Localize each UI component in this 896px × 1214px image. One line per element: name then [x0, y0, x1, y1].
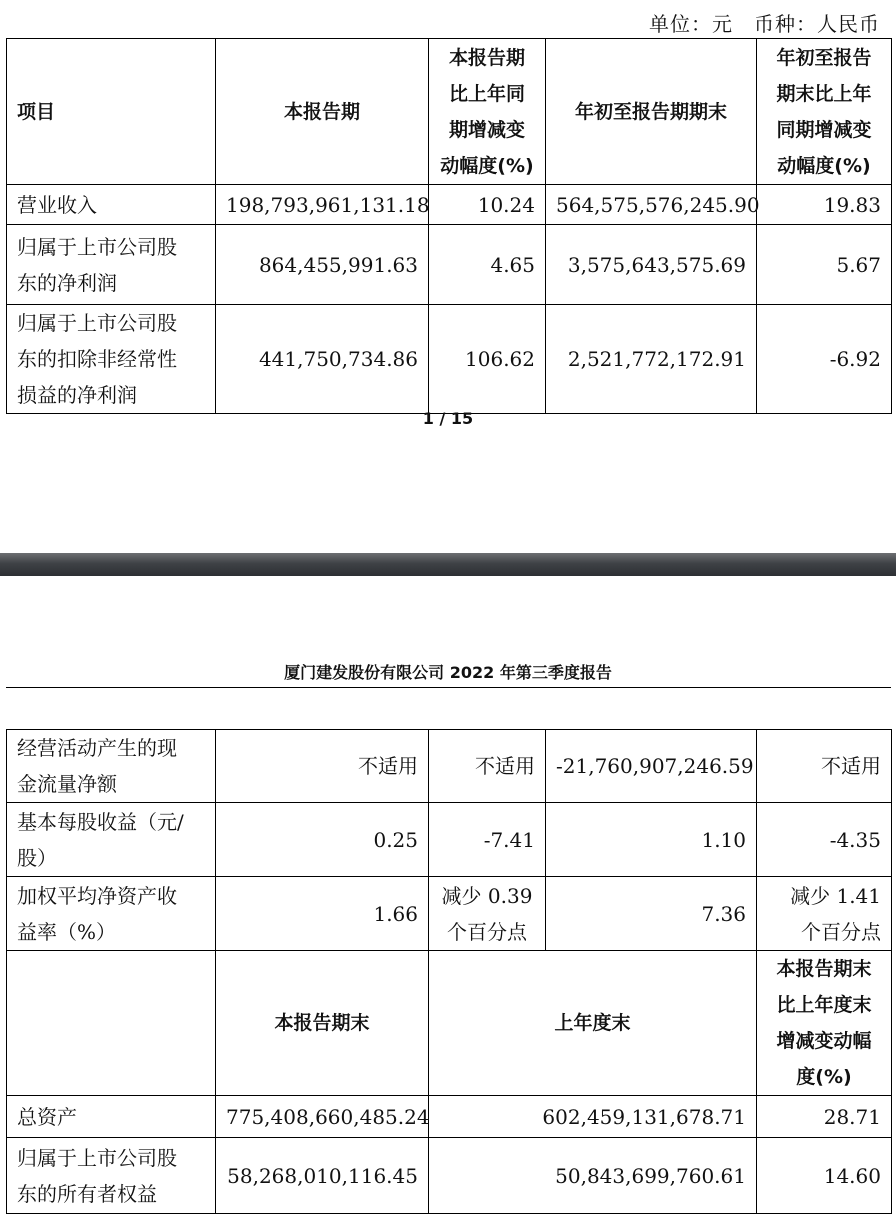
- header-rule: [6, 687, 891, 688]
- ytd-value: 7.36: [546, 877, 757, 951]
- table-row: [7, 730, 892, 803]
- table2-subheader-row: [7, 951, 892, 1096]
- header-item: 项目: [7, 39, 216, 185]
- table-row: [7, 225, 892, 305]
- current-change-value: 10.24: [429, 185, 546, 225]
- header-current: 本报告期: [216, 39, 429, 185]
- change-value: 14.60: [757, 1138, 892, 1214]
- row-label: 加权平均净资产收 益率（%）: [7, 877, 216, 951]
- ytd-change-value: 减少 1.41 个百分点: [757, 877, 892, 951]
- financial-table-part2: [6, 729, 892, 1214]
- current-change-value: 不适用: [429, 730, 546, 803]
- ytd-change-value: 不适用: [757, 730, 892, 803]
- current-value: 441,750,734.86: [216, 305, 429, 414]
- period-end-value: 775,408,660,485.24: [216, 1096, 429, 1138]
- ytd-value: 564,575,576,245.90: [546, 185, 757, 225]
- table1-header-row: [7, 39, 892, 185]
- table-row: [7, 185, 892, 225]
- ytd-value: 1.10: [546, 803, 757, 877]
- current-change-value: 减少 0.39 个百分点: [429, 877, 546, 951]
- current-change-value: -7.41: [429, 803, 546, 877]
- report-header: 厦门建发股份有限公司 2022 年第三季度报告: [284, 663, 612, 682]
- current-change-value: 4.65: [429, 225, 546, 305]
- current-change-value: 106.62: [429, 305, 546, 414]
- ytd-change-value: 19.83: [757, 185, 892, 225]
- table-row: [7, 1096, 892, 1138]
- table-row: [7, 803, 892, 877]
- ytd-value: 3,575,643,575.69: [546, 225, 757, 305]
- header-ytd-change: 年初至报告 期末比上年 同期增减变 动幅度(%): [757, 39, 892, 185]
- last-year-end-value: 50,843,699,760.61: [429, 1138, 757, 1214]
- row-label: 归属于上市公司股 东的扣除非经常性 损益的净利润: [7, 305, 216, 414]
- table-row: [7, 1138, 892, 1214]
- current-value: 198,793,961,131.18: [216, 185, 429, 225]
- page-number: 1 / 15: [422, 409, 474, 428]
- ytd-change-value: -4.35: [757, 803, 892, 877]
- unit-note: 单位：元 币种：人民币: [649, 12, 880, 36]
- header-period-end: 本报告期末: [216, 951, 429, 1096]
- row-label: 基本每股收益（元/ 股）: [7, 803, 216, 877]
- header-ytd: 年初至报告期期末: [546, 39, 757, 185]
- page-divider: [0, 553, 896, 576]
- row-label: 经营活动产生的现 金流量净额: [7, 730, 216, 803]
- current-value: 0.25: [216, 803, 429, 877]
- financial-table-part1: [6, 38, 892, 414]
- ytd-change-value: -6.92: [757, 305, 892, 414]
- ytd-value: 2,521,772,172.91: [546, 305, 757, 414]
- row-label: 营业收入: [7, 185, 216, 225]
- header-current-change: 本报告期 比上年同 期增减变 动幅度(%): [429, 39, 546, 185]
- current-value: 864,455,991.63: [216, 225, 429, 305]
- header-change: 本报告期末 比上年度末 增减变动幅 度(%): [757, 951, 892, 1096]
- ytd-value: -21,760,907,246.59: [546, 730, 757, 803]
- ytd-change-value: 5.67: [757, 225, 892, 305]
- row-label: 总资产: [7, 1096, 216, 1138]
- table-row: [7, 877, 892, 951]
- current-value: 不适用: [216, 730, 429, 803]
- change-value: 28.71: [757, 1096, 892, 1138]
- header-last-year-end: 上年度末: [429, 951, 757, 1096]
- row-label: 归属于上市公司股 东的净利润: [7, 225, 216, 305]
- last-year-end-value: 602,459,131,678.71: [429, 1096, 757, 1138]
- table-row: [7, 305, 892, 414]
- row-label: 归属于上市公司股 东的所有者权益: [7, 1138, 216, 1214]
- blank-cell: [7, 951, 216, 1096]
- period-end-value: 58,268,010,116.45: [216, 1138, 429, 1214]
- current-value: 1.66: [216, 877, 429, 951]
